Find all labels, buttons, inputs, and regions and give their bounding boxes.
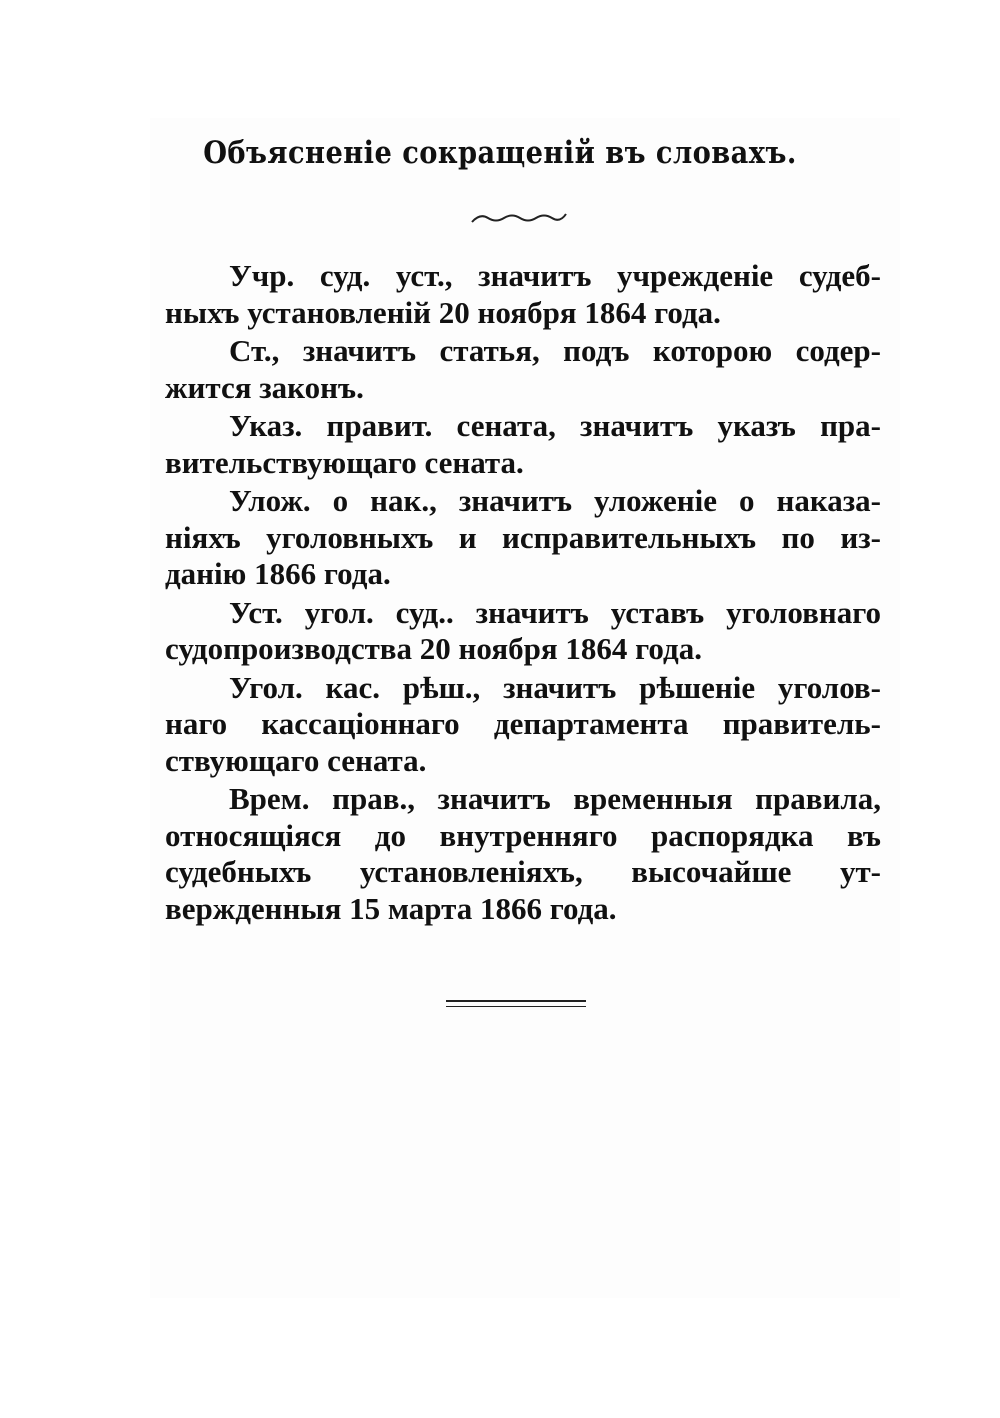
entry-line: Учр. суд. уст., значитъ учрежденіе судеб- — [229, 258, 881, 293]
entry-line: вительствующаго сената. — [165, 444, 524, 480]
entry-line: Указ. правит. сената, значитъ указъ пра- — [229, 408, 881, 443]
wave-ornament — [470, 205, 568, 231]
entry-line: ныхъ установленій 20 ноября 1864 года. — [165, 294, 721, 330]
entry-line: Уст. угол. суд.. значитъ уставъ уголовнаго — [229, 594, 881, 630]
entry-line: Улож. о нак., значитъ уложеніе о наказа- — [229, 483, 881, 518]
page-title: Объясненіе сокращеній въ словахъ. — [203, 135, 797, 171]
entry-line: вержденныя 15 марта 1866 года. — [165, 890, 617, 926]
entry-line: ніяхъ уголовныхъ и исправительныхъ по из- — [165, 519, 881, 555]
entry-line: наго кассаціоннаго департамента правитель- — [165, 706, 881, 741]
closing-rule-top — [446, 1000, 586, 1002]
closing-rule-bottom — [446, 1006, 586, 1007]
entry-line: судебныхъ установленіяхъ, высочайше ут- — [165, 854, 881, 889]
entry-line: ствующаго сената. — [165, 742, 427, 778]
entry-line: судопроизводства 20 ноября 1864 года. — [165, 631, 702, 666]
entry-line: Ст., значитъ статья, подъ которою содер- — [229, 333, 881, 368]
entry-line: жится законъ. — [165, 369, 364, 405]
entry-line: данію 1866 года. — [165, 556, 391, 591]
abbreviations-list — [165, 258, 881, 927]
entry-line: Угол. кас. рѣш., значитъ рѣшеніе уголов- — [229, 669, 881, 705]
entry-line: Врем. прав., значитъ временныя правила, — [229, 781, 881, 816]
entry-line: относящіяся до внутренняго распорядка въ — [165, 817, 881, 853]
